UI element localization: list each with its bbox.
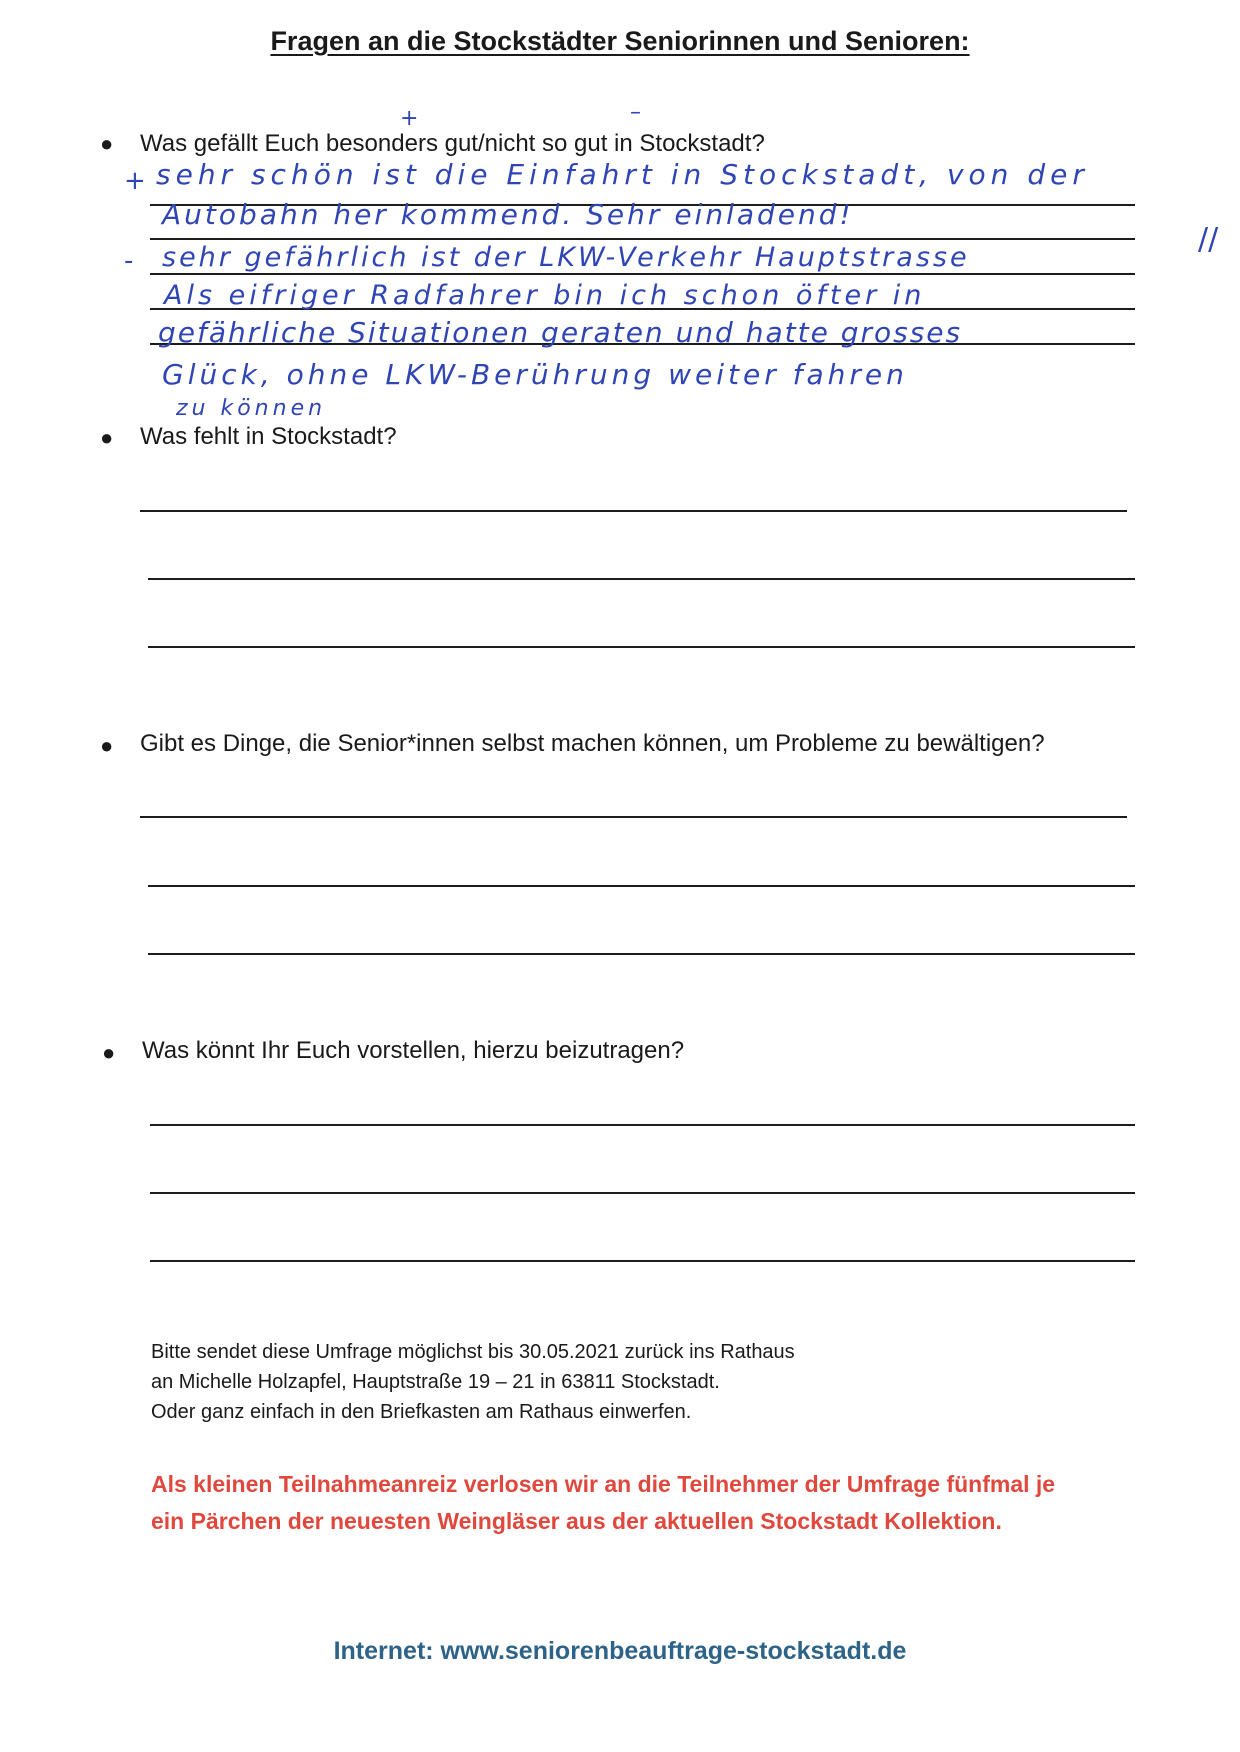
question-3: Gibt es Dinge, die Senior*innen selbst machen können, um Probleme zu bewältigen?	[140, 730, 1045, 757]
prize-line-1: Als kleinen Teilnahmeanreiz verlosen wir an die Teilnehmer der Umfrage fünfmal je	[151, 1471, 1056, 1497]
handwritten-minus-margin: -	[124, 246, 134, 276]
answer-line	[148, 578, 1135, 580]
answer-line	[150, 1192, 1135, 1194]
info-line-1: Bitte sendet diese Umfrage möglichst bis 30.05.2021 zurück ins Rathaus	[151, 1341, 795, 1363]
handwritten-line-2: Autobahn her kommend. Sehr einladend!	[162, 198, 854, 231]
page-title: Fragen an die Stockstädter Seniorinnen und Senioren:	[270, 26, 970, 56]
answer-line	[148, 885, 1135, 887]
bullet-icon: ●	[100, 733, 114, 758]
question-1: Was gefällt Euch besonders gut/nicht so gut in Stockstadt?	[140, 130, 765, 157]
handwritten-line-1: sehr schön ist die Einfahrt in Stockstadt, von der	[156, 158, 1089, 191]
answer-line	[150, 1260, 1135, 1262]
info-line-2: an Michelle Holzapfel, Hauptstraße 19 – 21 in 63811 Stockstadt.	[151, 1371, 720, 1393]
bullet-icon: ●	[100, 425, 114, 450]
answer-line	[148, 646, 1135, 648]
handwritten-line-7: zu können	[176, 396, 327, 421]
bullet-icon: ●	[102, 1040, 116, 1065]
answer-line	[150, 238, 1135, 240]
bullet-icon: ●	[100, 131, 114, 156]
answer-line	[150, 273, 1135, 275]
question-4: Was könnt Ihr Euch vorstellen, hierzu beizutragen?	[142, 1037, 685, 1064]
info-line-3: Oder ganz einfach in den Briefkasten am Rathaus einwerfen.	[151, 1401, 692, 1423]
handwritten-line-6: Glück, ohne LKW-Berührung weiter fahren	[162, 358, 908, 391]
handwritten-line-4: Als eifriger Radfahrer bin ich schon öfter in	[164, 280, 926, 311]
handwritten-double-bar: //	[1198, 222, 1219, 257]
handwritten-minus-mark: –	[630, 100, 641, 125]
answer-line	[150, 1124, 1135, 1126]
question-2: Was fehlt in Stockstadt?	[140, 423, 397, 450]
handwritten-plus-margin: +	[124, 166, 146, 196]
answer-line	[148, 953, 1135, 955]
answer-line	[140, 510, 1127, 512]
prize-line-2: ein Pärchen der neuesten Weingläser aus der aktuellen Stockstadt Kollektion.	[151, 1508, 1002, 1534]
footer-website: Internet: www.seniorenbeauftrage-stockstadt.de	[333, 1637, 907, 1665]
handwritten-line-5: gefährliche Situationen geraten und hatte grosses	[158, 316, 963, 349]
handwritten-plus-mark: +	[400, 106, 419, 131]
handwritten-line-3: sehr gefährlich ist der LKW-Verkehr Hauptstrasse	[162, 242, 970, 273]
answer-line	[140, 816, 1127, 818]
